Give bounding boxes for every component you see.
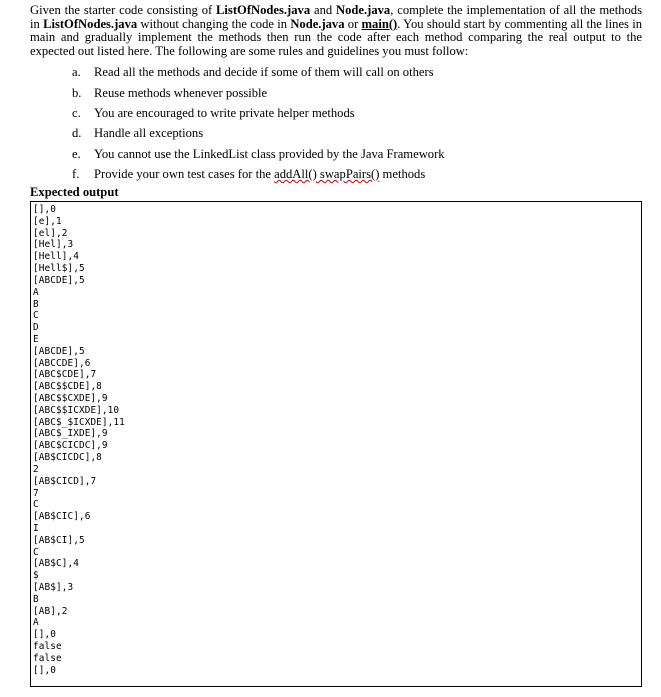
output-line: false: [33, 652, 62, 664]
rule-item: [30, 85, 642, 105]
output-line: [ABC$$CDE],8: [33, 381, 102, 393]
intro-text-5: or: [344, 16, 362, 31]
intro-text-1: Given the starter code consisting of: [30, 3, 217, 17]
output-line: [AB$CI],5: [33, 534, 85, 546]
rule-text: You are encouraged to write private helper methods: [94, 105, 355, 120]
rule-marker: a.: [72, 65, 81, 80]
rule-text: Read all the methods and decide if some of them will call on others: [94, 65, 434, 80]
output-line: I: [33, 522, 39, 534]
output-line: [ABC$_$ICXDE],11: [33, 416, 125, 428]
output-line: C: [33, 310, 39, 322]
output-line: [],0: [33, 629, 56, 641]
rule-text-before: Provide your own test cases for the: [94, 166, 275, 181]
output-line: [ABC$$ICXDE],10: [33, 404, 120, 416]
rule-marker: b.: [72, 85, 82, 100]
expected-output-box: [30, 201, 642, 687]
output-line: [Hell$],5: [33, 263, 85, 275]
assignment-document: [30, 4, 642, 199]
output-line: [AB$CICD],7: [33, 475, 97, 487]
intro-text-6: . You should start by commenting all the lines in main and gradually implement the methods then run the code after each method comparing the real output to the expected out listed here. The following are some rules and guidelines you must follow:: [30, 16, 642, 58]
filename-node-2: Node.java: [290, 16, 345, 31]
rule-item: [30, 166, 642, 186]
rule-item: [30, 105, 642, 125]
intro-text-2: and: [310, 3, 337, 17]
output-line: C: [33, 499, 39, 511]
rule-item: [30, 125, 642, 145]
output-line: [],0: [33, 664, 56, 676]
output-line: [ABCDE],5: [33, 345, 85, 357]
spellcheck-flagged-methods: addAll() swapPairs(): [274, 166, 380, 181]
rules-list: [30, 64, 642, 186]
output-line: B: [33, 298, 39, 310]
filename-node: Node.java: [336, 3, 391, 17]
output-line: [e],1: [33, 215, 62, 227]
rule-text-after: methods: [379, 166, 426, 181]
output-line: [ABCCDE],6: [33, 357, 91, 369]
rule-marker: e.: [72, 146, 81, 161]
rule-text: You cannot use the LinkedList class provided by the Java Framework: [94, 146, 445, 161]
rule-text: Reuse methods whenever possible: [94, 85, 268, 100]
rule-marker: f.: [72, 166, 80, 181]
output-line: [el],2: [33, 227, 68, 239]
output-line: $: [33, 570, 39, 582]
filename-listofnodes-2: ListOfNodes.java: [43, 16, 138, 31]
rule-marker: d.: [72, 126, 82, 141]
output-line: 7: [33, 487, 39, 499]
output-line: [ABC$_IXDE],9: [33, 428, 108, 440]
output-line: [AB],2: [33, 605, 68, 617]
intro-text-3: , complete the implementation of all the methods in: [30, 3, 643, 31]
output-line: A: [33, 286, 39, 298]
output-line: C: [33, 546, 39, 558]
rule-item: [30, 64, 642, 84]
output-line: [AB$CIC],6: [33, 511, 91, 523]
main-method-reference: main(): [361, 16, 398, 31]
output-line: [ABC$$CXDE],9: [33, 393, 108, 404]
output-line: [Hel],3: [33, 239, 74, 251]
rule-text: [94, 166, 425, 186]
output-line: [],0: [33, 204, 56, 215]
output-line: E: [33, 333, 39, 345]
output-line: false: [33, 641, 62, 653]
output-line: [ABC$CICDC],9: [33, 440, 108, 452]
rule-text: Handle all exceptions: [94, 126, 204, 141]
output-line: 2: [33, 463, 39, 475]
output-line: [Hell],4: [33, 251, 79, 263]
instructions-paragraph: [30, 4, 642, 58]
output-line: D: [33, 322, 39, 334]
intro-text-4: without changing the code in: [137, 16, 291, 31]
output-line: B: [33, 593, 39, 605]
rule-marker: c.: [72, 105, 81, 120]
expected-output-heading: Expected output: [30, 185, 119, 200]
output-line: [AB$CICDC],8: [33, 452, 102, 464]
output-line: [ABC$CDE],7: [33, 369, 97, 381]
output-line: A: [33, 617, 39, 629]
rule-item: [30, 146, 642, 166]
output-line: [AB$],3: [33, 582, 74, 593]
filename-listofnodes: ListOfNodes.java: [216, 3, 311, 17]
output-line: [ABCDE],5: [33, 274, 85, 286]
output-line: [AB$C],4: [33, 558, 79, 570]
